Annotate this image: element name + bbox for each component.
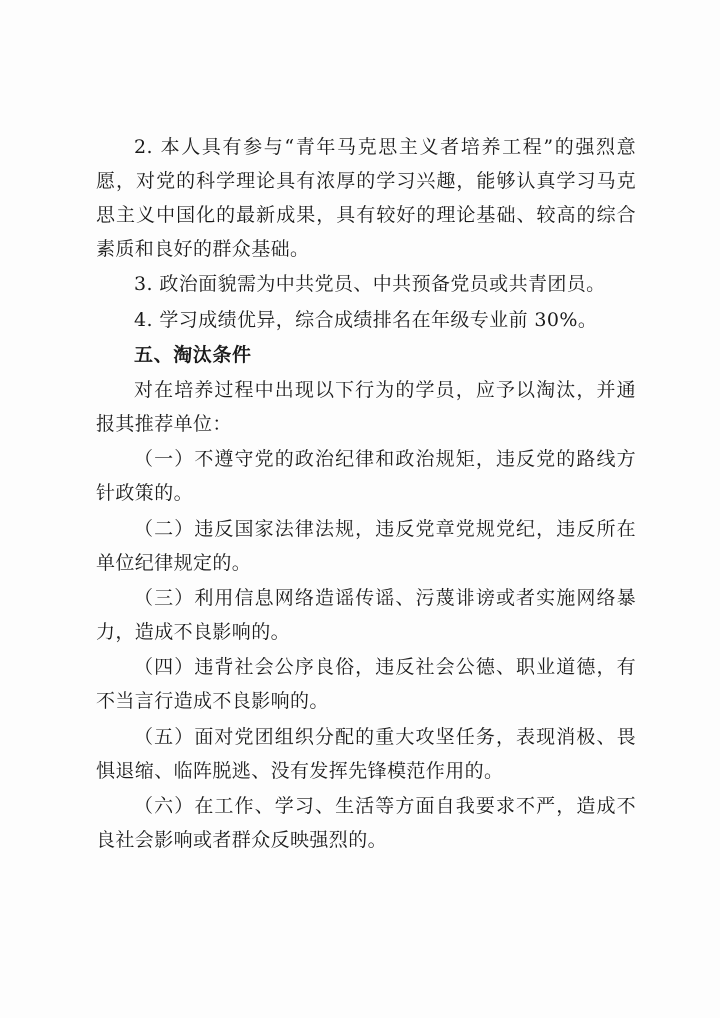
- paragraph-elimination-intro: 对在培养过程中出现以下行为的学员，应予以淘汰，并通报其推荐单位：: [96, 379, 636, 436]
- document-body: [96, 130, 636, 858]
- paragraph-elimination-item-5: （五）面对党团组织分配的重大攻坚任务，表现消极、畏惧退缩、临阵脱逃、没有发挥先锋模范作用的。: [96, 725, 636, 782]
- paragraph-requirement-4: 4. 学习成绩优异，综合成绩排名在年级专业前 30%。: [134, 308, 598, 331]
- paragraph-elimination-item-2: （二）违反国家法律法规，违反党章党规党纪，违反所在单位纪律规定的。: [96, 517, 636, 574]
- paragraph-elimination-item-3: （三）利用信息网络造谣传谣、污蔑诽谤或者实施网络暴力，造成不良影响的。: [96, 587, 636, 644]
- paragraph-requirement-2: 2. 本人具有参与“青年马克思主义者培养工程”的强烈意愿，对党的科学理论具有浓厚的学习兴趣，能够认真学习马克思主义中国化的最新成果，具有较好的理论基础、较高的综合素质和良好的群众基础。: [96, 136, 636, 260]
- paragraph-elimination-item-1: （一）不遵守党的政治纪律和政治规矩，违反党的路线方针政策的。: [96, 448, 636, 505]
- paragraph-elimination-item-6: （六）在工作、学习、生活等方面自我要求不严，造成不良社会影响或者群众反映强烈的。: [96, 794, 636, 851]
- paragraph-elimination-item-4: （四）违背社会公序良俗，违反社会公德、职业道德，有不当言行造成不良影响的。: [96, 656, 636, 713]
- section-heading-elimination: 五、淘汰条件: [134, 343, 252, 366]
- paragraph-requirement-3: 3. 政治面貌需为中共党员、中共预备党员或共青团员。: [134, 273, 606, 296]
